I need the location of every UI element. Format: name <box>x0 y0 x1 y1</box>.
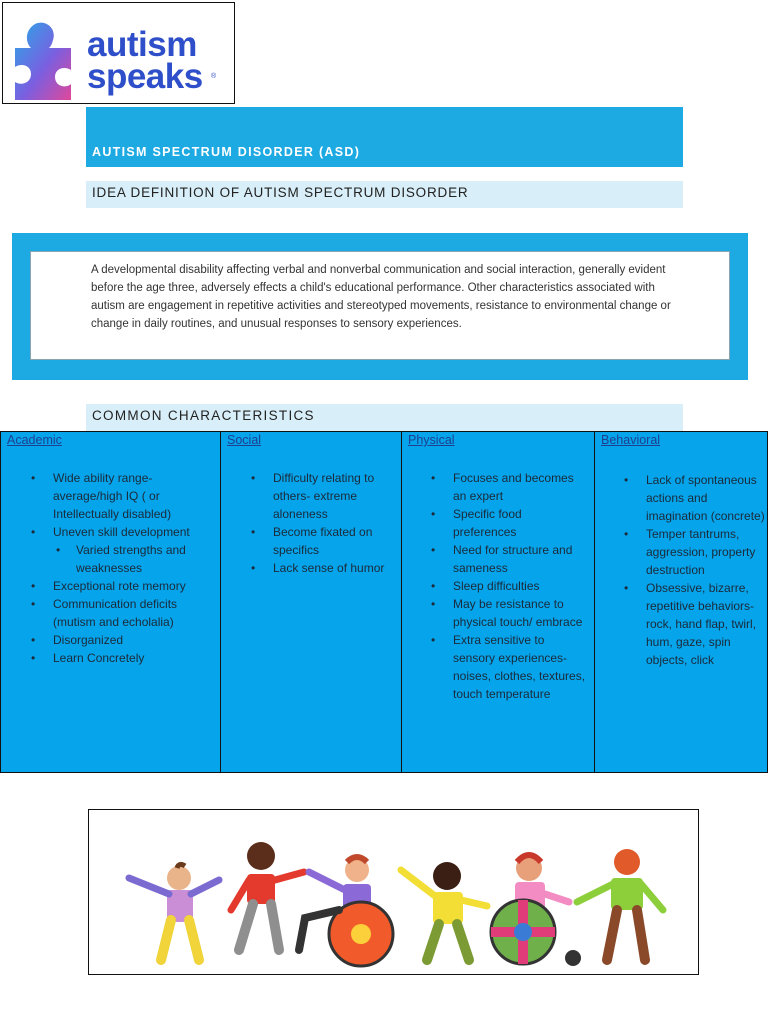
child-figure-wheelchair <box>491 855 581 966</box>
column-physical <box>401 431 595 773</box>
list-item: • Need for structure and sameness <box>453 541 588 577</box>
logo-line-1: autism <box>87 25 197 64</box>
child-figure <box>577 849 663 960</box>
list-item: • Lack of spontaneous actions and imagination (concrete) <box>646 471 766 525</box>
child-figure <box>401 862 487 960</box>
list-item: • Become fixated on specifics <box>273 523 393 559</box>
subheader-banner <box>86 181 683 208</box>
list-item: • Disorganized <box>53 631 213 649</box>
list-item: • Focuses and becomes an expert <box>453 469 588 505</box>
puzzle-piece-icon <box>11 20 75 102</box>
list-item: • Specific food preferences <box>453 505 588 541</box>
section-title-definition: IDEA DEFINITION OF AUTISM SPECTRUM DISORDER <box>92 185 469 200</box>
column-header-physical: Physical <box>408 433 455 447</box>
list-item: • Learn Concretely <box>53 649 213 667</box>
column-behavioral <box>594 431 768 773</box>
behavioral-list <box>646 471 766 669</box>
characteristics-banner <box>86 404 683 431</box>
column-social <box>220 431 402 773</box>
list-item-sub: • Varied strengths and weaknesses <box>76 541 213 577</box>
definition-box <box>30 251 730 360</box>
definition-panel <box>12 233 748 380</box>
definition-text: A developmental disability affecting verbal and nonverbal communication and social interaction, generally evident before the age three, adversely effects a child's educational performance. Other characteristics associated with autism are engagement in repetitive activities and stereotyped movements, resistance to environmental change or change in daily routines, and unusual responses to sensory experiences. <box>91 264 671 330</box>
children-illustration <box>88 809 699 975</box>
logo-wordmark <box>87 25 203 96</box>
academic-list <box>53 469 213 667</box>
page-title: AUTISM SPECTRUM DISORDER (ASD) <box>92 145 361 159</box>
characteristics-table <box>0 431 768 773</box>
list-item: • Obsessive, bizarre, repetitive behaviors- rock, hand flap, twirl, hum, gaze, spin objects, click <box>646 579 766 669</box>
list-item: • Lack sense of humor <box>273 559 393 577</box>
column-header-academic: Academic <box>7 433 62 447</box>
registered-mark: ® <box>211 73 217 80</box>
children-holding-hands-image <box>89 810 698 974</box>
list-item: • Temper tantrums, aggression, property destruction <box>646 525 766 579</box>
list-item: • Uneven skill development <box>53 523 213 541</box>
list-item: • May be resistance to physical touch/ embrace <box>453 595 588 631</box>
list-item: • Sleep difficulties <box>453 577 588 595</box>
child-figure <box>129 864 219 960</box>
logo-line-2: speaks <box>87 57 203 96</box>
column-header-behavioral: Behavioral <box>601 433 661 447</box>
list-item: • Exceptional rote memory <box>53 577 213 595</box>
child-figure-wheelchair <box>299 857 393 966</box>
section-title-characteristics: COMMON CHARACTERISTICS <box>92 408 315 423</box>
logo <box>2 2 235 104</box>
title-banner <box>86 107 683 167</box>
child-figure <box>231 842 304 950</box>
column-header-social: Social <box>227 433 262 447</box>
social-list <box>273 469 393 577</box>
physical-list <box>453 469 588 703</box>
list-item: • Difficulty relating to others- extreme aloneness <box>273 469 393 523</box>
list-item: • Extra sensitive to sensory experiences- noises, clothes, textures, touch temperature <box>453 631 588 703</box>
column-academic <box>0 431 221 773</box>
list-item: • Communication deficits (mutism and echolalia) <box>53 595 213 631</box>
list-item: • Wide ability range- average/high IQ ( or Intellectually disabled) <box>53 469 213 523</box>
